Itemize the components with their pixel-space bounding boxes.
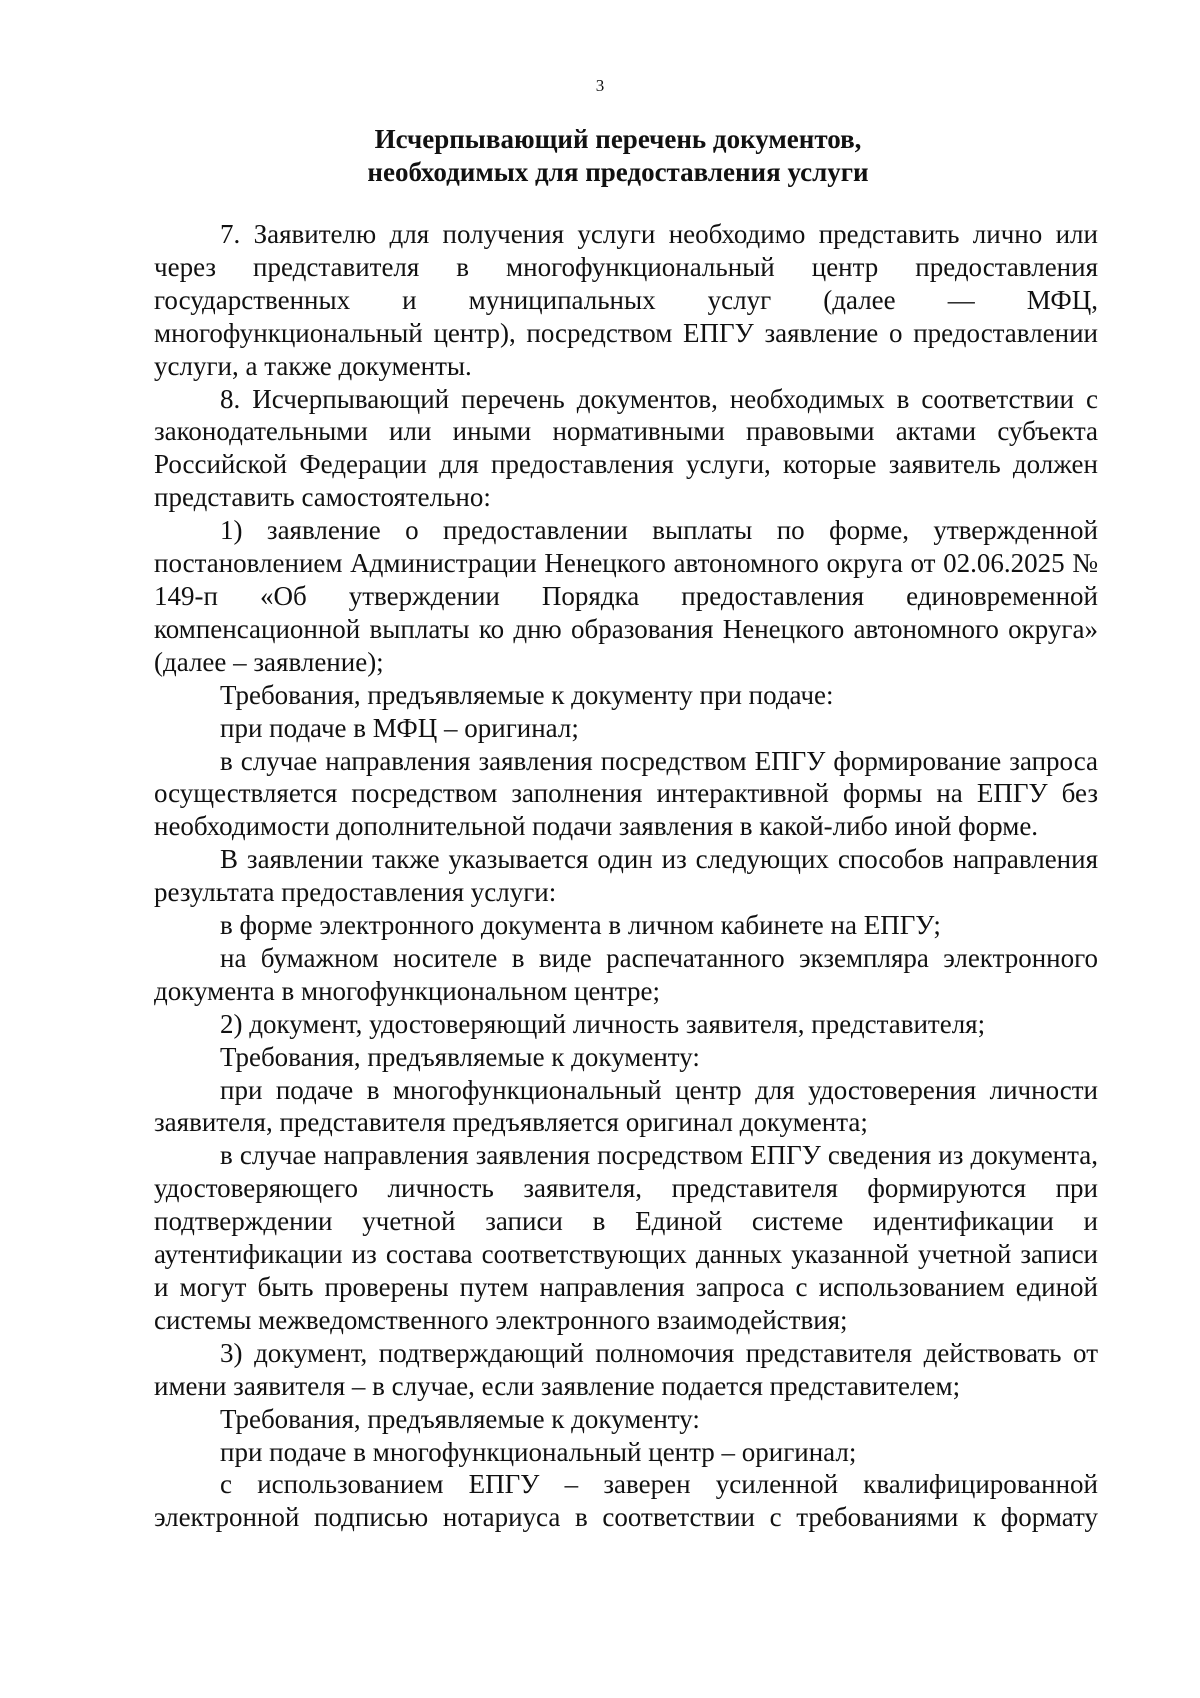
result-method-item: на бумажном носителе в виде распечатанного экземпляра электронного документа в многофункциональном центре;: [154, 942, 1098, 1006]
requirement-item: в случае направления заявления посредством ЕПГУ сведения из документа, удостоверяющего личность заявителя, представителя формируются при подтверждении учетной записи в Единой системе идентификации и аутентификации из состава соответствующих данных указанной учетной записи и могут быть проверены путем направления запроса с использованием единой системы межведомственного электронного взаимодействия;: [154, 1140, 1098, 1335]
requirements-heading: Требования, предъявляемые к документу:: [220, 1041, 700, 1072]
paragraph-result-methods: В заявлении также указывается один из следующих способов направления результата предоставления услуги:: [154, 844, 1098, 908]
paragraph-8: 8. Исчерпывающий перечень документов, необходимых в соответствии с законодательными или иными нормативными правовыми актами субъекта Российской Федерации для предоставления услуги, которые заявитель должен представить самостоятельно:: [154, 383, 1098, 513]
section-heading: [0, 123, 1200, 189]
requirement-item: в случае направления заявления посредством ЕПГУ формирование запроса осуществляется посредством заполнения интерактивной формы на ЕПГУ без необходимости дополнительной подачи заявления в какой-либо иной форме.: [154, 745, 1098, 842]
list-item-2: 2) документ, удостоверяющий личность заявителя, представителя;: [220, 1008, 986, 1039]
requirements-heading: Требования, предъявляемые к документу при подаче:: [220, 679, 834, 710]
list-item-1: 1) заявление о предоставлении выплаты по форме, утвержденной постановлением Администрации Ненецкого автономного округа от 02.06.2025 № 149-п «Об утверждении Порядка предоставления единовременной компенсационной выплаты ко дню образования Ненецкого автономного округа» (далее – заявление);: [154, 515, 1098, 677]
requirement-item: с использованием ЕПГУ – заверен усиленной квалифицированной электронной подписью нотариуса в соответствии с требованиями к формату: [154, 1469, 1098, 1533]
list-item-3: 3) документ, подтверждающий полномочия представителя действовать от имени заявителя – в случае, если заявление подается представителем;: [154, 1337, 1098, 1401]
requirements-heading: Требования, предъявляемые к документу:: [220, 1403, 700, 1434]
heading-line-2: необходимых для предоставления услуги: [367, 157, 869, 187]
requirement-item: при подаче в многофункциональный центр – оригинал;: [220, 1436, 857, 1467]
document-body: [154, 218, 1098, 1534]
heading-line-1: Исчерпывающий перечень документов,: [374, 124, 862, 154]
result-method-item: в форме электронного документа в личном кабинете на ЕПГУ;: [220, 910, 941, 941]
page-number: 3: [595, 76, 605, 95]
requirement-item: при подаче в МФЦ – оригинал;: [220, 712, 579, 743]
paragraph-7: 7. Заявителю для получения услуги необходимо представить лично или через представителя в многофункциональный центр предоставления государственных и муниципальных услуг (далее — МФЦ, многофункциональный центр), посредством ЕПГУ заявление о предоставлении услуги, а также документы.: [154, 219, 1098, 381]
requirement-item: при подаче в многофункциональный центр для удостоверения личности заявителя, представителя предъявляется оригинал документа;: [154, 1074, 1098, 1138]
